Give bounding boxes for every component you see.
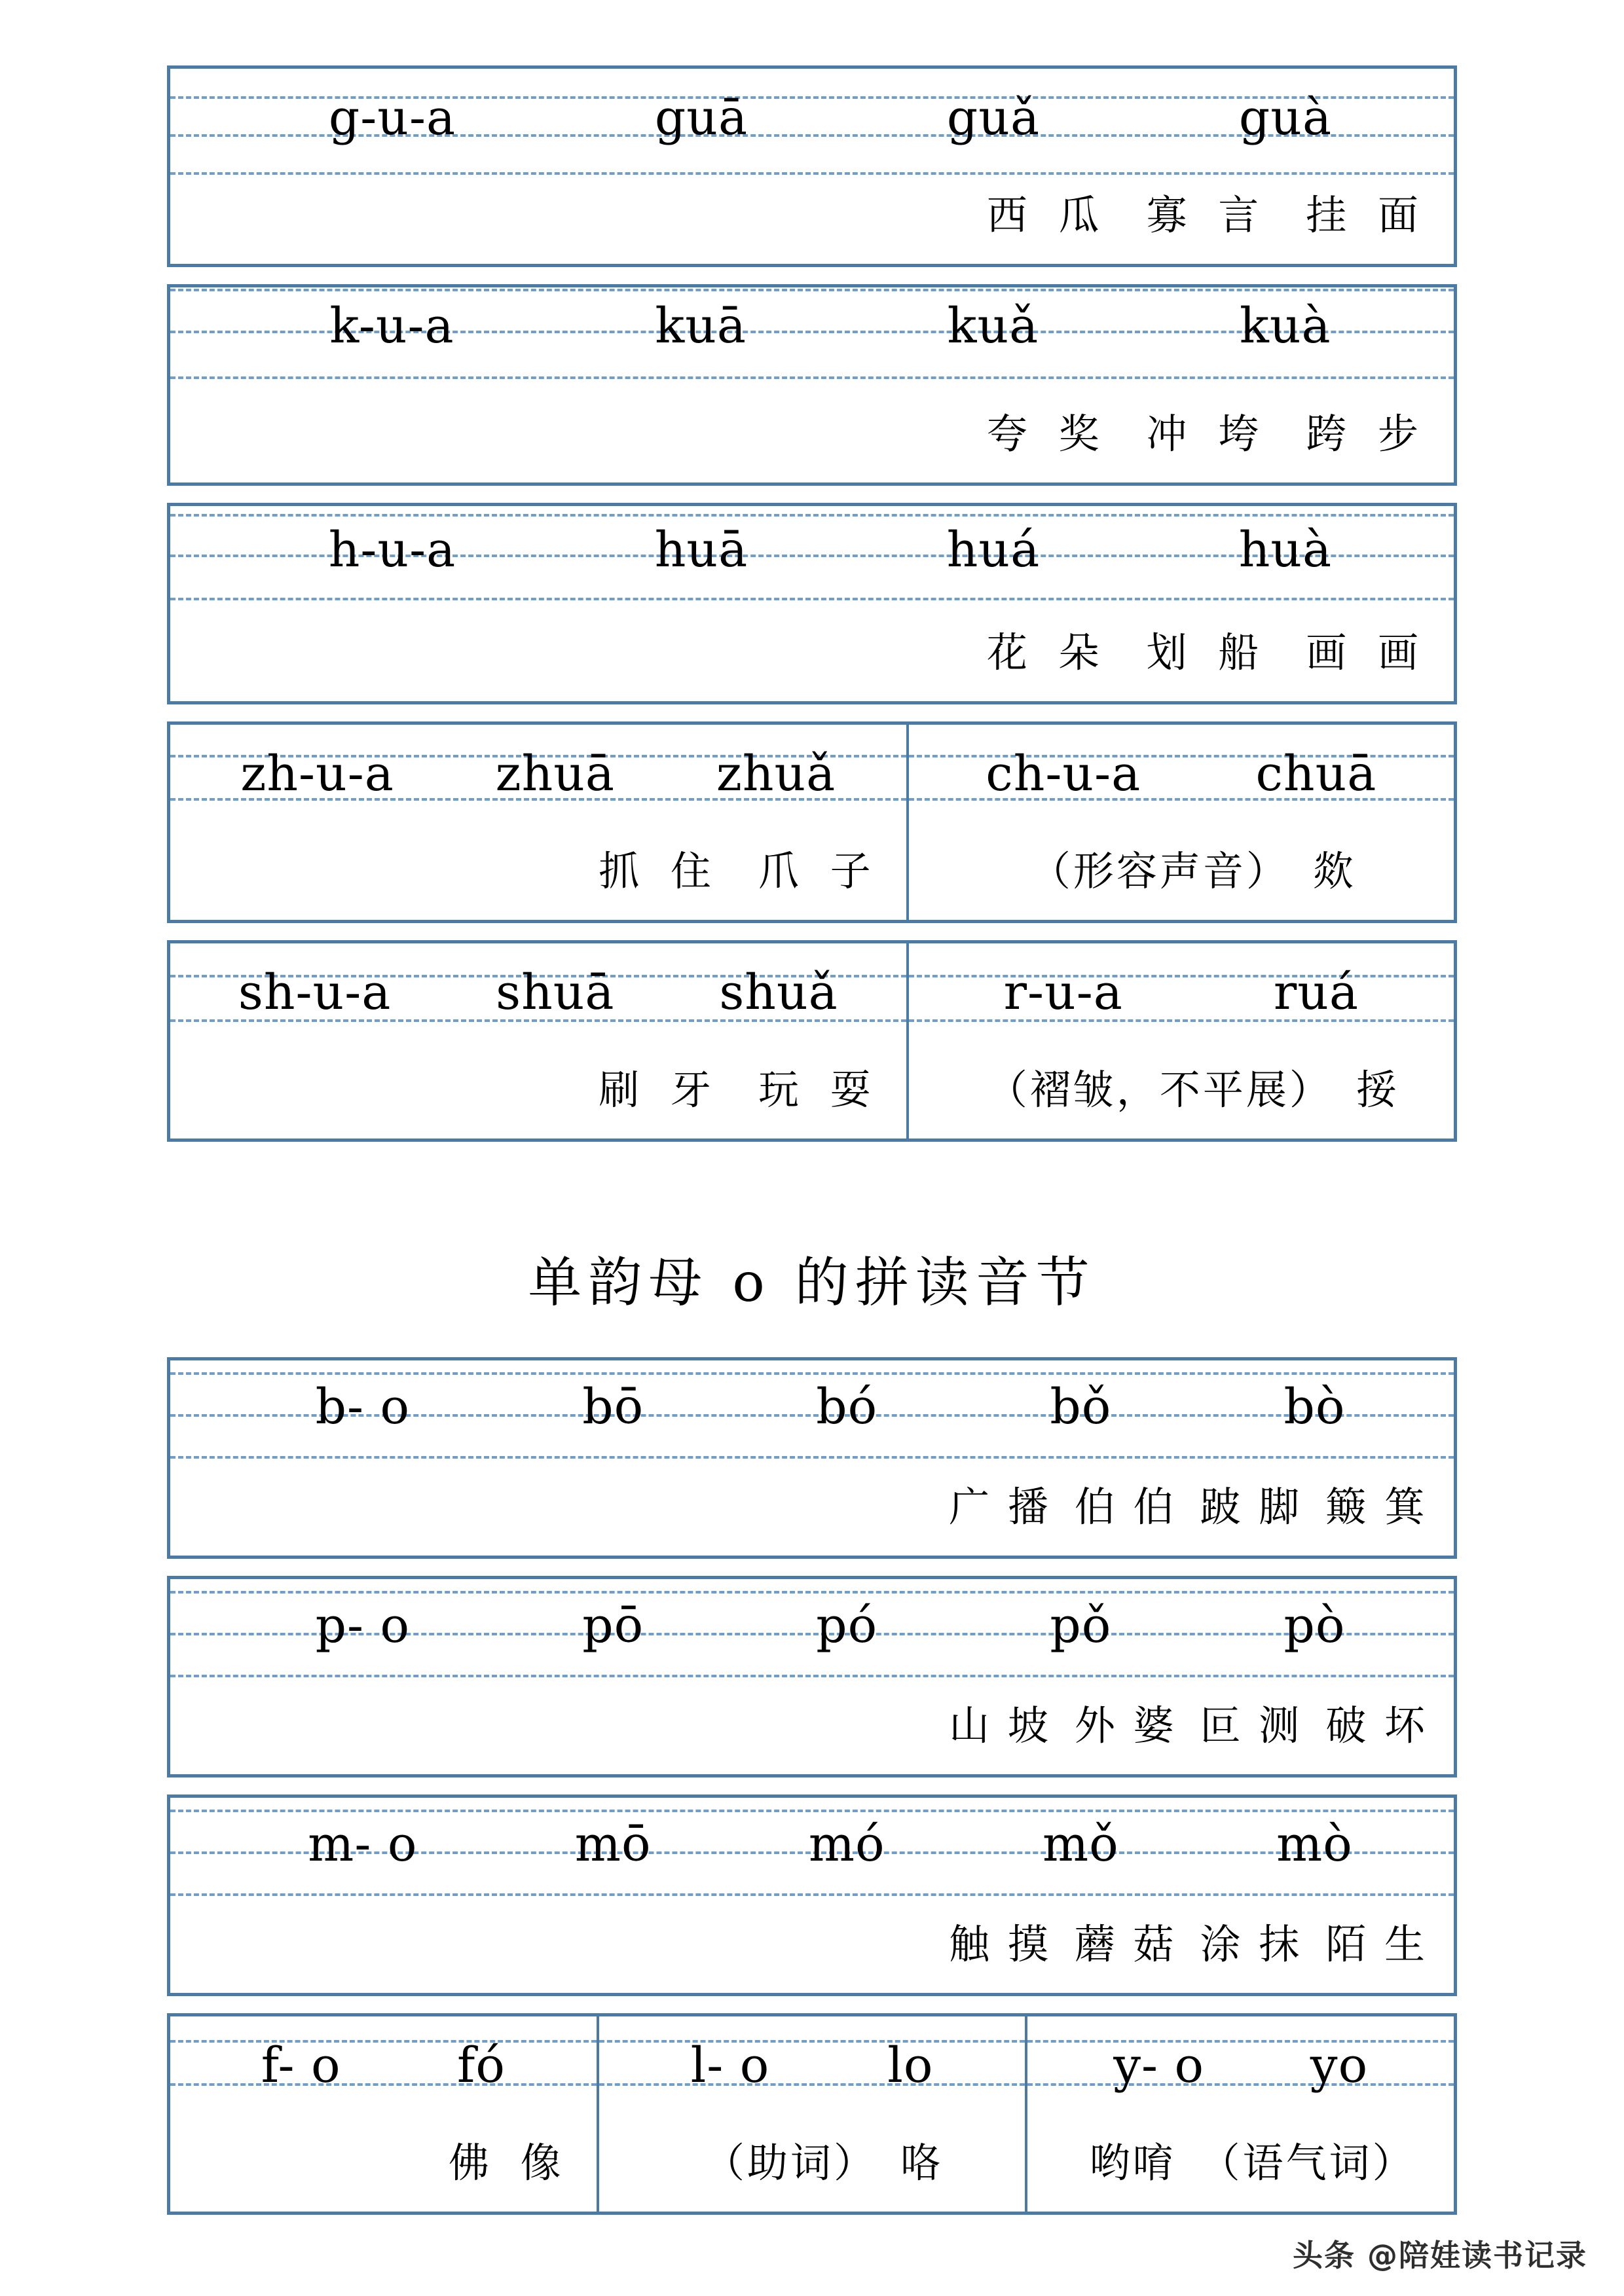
word: 划 船	[1146, 629, 1268, 676]
word: 哟唷	[1089, 2139, 1176, 2187]
word-grid-row	[909, 1042, 1454, 1139]
syllable: shuā	[496, 964, 615, 1021]
syllable: fó	[457, 2037, 506, 2094]
pinyin-grid-row	[170, 287, 1454, 386]
syllable: mó	[808, 1816, 885, 1872]
word: 刷 牙	[599, 1066, 720, 1114]
pinyin-grid-row	[1027, 2016, 1454, 2115]
word: 山 坡	[949, 1702, 1051, 1749]
syllable-line	[170, 277, 1454, 375]
word-grid-row	[170, 1042, 906, 1139]
syllable: ch-u-a	[986, 746, 1141, 802]
syllable-line	[909, 725, 1454, 823]
word: 跨 步	[1306, 410, 1428, 458]
syllable-line	[170, 943, 906, 1042]
word: 欻	[1312, 847, 1356, 895]
table-column	[906, 943, 1454, 1139]
syllable: l- o	[690, 2037, 770, 2094]
word: 抓 住	[599, 847, 720, 895]
syllable: yo	[1310, 2037, 1369, 2094]
syllable: pō	[582, 1597, 644, 1654]
syllable: k-u-a	[329, 298, 454, 354]
word-line	[170, 1677, 1454, 1774]
word-line	[170, 1896, 1454, 1993]
word-annotation: （褶皱，不平展）	[986, 1066, 1333, 1114]
syllable: zhuǎ	[716, 746, 836, 802]
exercise-table-b-o	[167, 1357, 1457, 1559]
word: 夸 奖	[986, 410, 1109, 458]
syllable: kuǎ	[947, 298, 1039, 354]
syllable: g-u-a	[328, 90, 456, 146]
syllable: mō	[574, 1816, 652, 1872]
exercise-table-m-o	[167, 1795, 1457, 1996]
table-column	[170, 287, 1454, 483]
syllable: y- o	[1113, 2037, 1205, 2094]
syllable: chuā	[1255, 746, 1377, 802]
word-grid-row	[1027, 2115, 1454, 2212]
syllable: sh-u-a	[238, 964, 392, 1021]
word: 挼	[1356, 1066, 1399, 1114]
word-grid-row	[170, 1677, 1454, 1774]
syllable-line	[170, 1358, 1454, 1456]
word-line	[170, 167, 1454, 264]
section-ua	[0, 65, 1624, 1142]
pinyin-grid-row	[170, 943, 906, 1042]
syllable-line	[170, 725, 906, 823]
word: 伯 伯	[1074, 1483, 1177, 1531]
exercise-table-sh-r-ua	[167, 940, 1457, 1142]
word-annotation: （语气词）	[1199, 2139, 1416, 2187]
table-column	[170, 1798, 1454, 1993]
syllable: shuǎ	[719, 964, 838, 1021]
word-grid-row	[599, 2115, 1025, 2212]
syllable: f- o	[261, 2037, 341, 2094]
table-column	[1025, 2016, 1454, 2212]
exercise-table-p-o	[167, 1576, 1457, 1777]
exercise-table-f-l-y-o	[167, 2013, 1457, 2215]
table-column	[170, 2016, 597, 2212]
syllable: mò	[1276, 1816, 1353, 1872]
pinyin-grid-row	[599, 2016, 1025, 2115]
exercise-table-k-ua	[167, 284, 1457, 486]
syllable: bǒ	[1050, 1379, 1112, 1435]
syllable: bō	[582, 1379, 644, 1435]
table-column	[170, 943, 906, 1139]
word: 佛 像	[448, 2139, 570, 2187]
word-line	[170, 1042, 906, 1139]
word: 破 坏	[1325, 1702, 1428, 1749]
table-column	[170, 1360, 1454, 1556]
word-grid-row	[170, 167, 1454, 264]
syllable: huà	[1238, 522, 1333, 578]
syllable: m- o	[308, 1816, 418, 1872]
syllable-line	[170, 1576, 1454, 1675]
word: 外 婆	[1074, 1702, 1177, 1749]
exercise-table-h-ua	[167, 503, 1457, 704]
syllable: guà	[1238, 90, 1333, 146]
syllable: kuā	[655, 298, 747, 354]
word: 寡 言	[1146, 191, 1268, 239]
word: 蘑 菇	[1074, 1920, 1177, 1968]
pinyin-grid-row	[170, 2016, 597, 2115]
table-column	[170, 506, 1454, 701]
top-spacer	[0, 0, 1624, 65]
syllable: lo	[887, 2037, 934, 2094]
pinyin-grid-row	[170, 69, 1454, 167]
syllable-line	[170, 501, 1454, 599]
word: 挂 面	[1306, 191, 1428, 239]
word: 冲 垮	[1146, 410, 1268, 458]
syllable: ruá	[1273, 964, 1359, 1021]
syllable: guā	[654, 90, 748, 146]
syllable: huā	[654, 522, 748, 578]
syllable-line	[170, 1795, 1454, 1893]
syllable: b- o	[315, 1379, 411, 1435]
word-line	[170, 2115, 597, 2212]
pinyin-grid-row	[170, 725, 906, 823]
word-line	[170, 604, 1454, 701]
syllable: r-u-a	[1003, 964, 1123, 1021]
table-column	[597, 2016, 1025, 2212]
guide-line	[170, 376, 1454, 379]
syllable: pò	[1283, 1597, 1346, 1654]
word-line	[1027, 2115, 1454, 2212]
word-grid-row	[170, 604, 1454, 701]
word-grid-row	[170, 1459, 1454, 1556]
syllable: p- o	[315, 1597, 411, 1654]
word: 西 瓜	[986, 191, 1109, 239]
syllable: mǒ	[1042, 1816, 1119, 1872]
watermark: 头条 @陪娃读书记录	[1292, 2238, 1587, 2273]
word: 玩 耍	[758, 1066, 880, 1114]
syllable: pǒ	[1050, 1597, 1112, 1654]
exercise-table-g-ua	[167, 65, 1457, 267]
word: 簸 箕	[1325, 1483, 1428, 1531]
word-line	[909, 1042, 1454, 1139]
section-o	[0, 1357, 1624, 2215]
word: 陌 生	[1325, 1920, 1428, 1968]
table-column	[170, 1579, 1454, 1774]
word-line	[599, 2115, 1025, 2212]
word-line	[170, 386, 1454, 483]
word-line	[170, 1459, 1454, 1556]
syllable: h-u-a	[328, 522, 456, 578]
pinyin-grid-row	[170, 1360, 1454, 1459]
syllable: bò	[1283, 1379, 1346, 1435]
syllable-line	[599, 2016, 1025, 2115]
pinyin-grid-row	[170, 1579, 1454, 1677]
syllable: zhuā	[495, 746, 616, 802]
word: 花 朵	[986, 629, 1109, 676]
syllable-line	[170, 69, 1454, 167]
syllable: kuà	[1239, 298, 1331, 354]
word-line	[170, 823, 906, 920]
syllable-line	[1027, 2016, 1454, 2115]
word-grid-row	[170, 386, 1454, 483]
word: 爪 子	[758, 847, 880, 895]
word-line	[909, 823, 1454, 920]
pinyin-grid-row	[170, 1798, 1454, 1896]
word-grid-row	[170, 823, 906, 920]
word: 咯	[900, 2139, 944, 2187]
word: 叵 测	[1200, 1702, 1302, 1749]
word: 跛 脚	[1200, 1483, 1302, 1531]
section-title-o: 单韵母 o 的拼读音节	[528, 1252, 1096, 1314]
pinyin-grid-row	[170, 506, 1454, 604]
word: 广 播	[949, 1483, 1051, 1531]
table-column	[170, 69, 1454, 264]
table-column	[906, 725, 1454, 920]
pinyin-grid-row	[909, 943, 1454, 1042]
word-grid-row	[170, 2115, 597, 2212]
syllable-line	[909, 943, 1454, 1042]
word-annotation: （助词）	[703, 2139, 877, 2187]
exercise-table-zh-ch-ua	[167, 721, 1457, 923]
pinyin-grid-row	[909, 725, 1454, 823]
syllable: guǎ	[946, 90, 1041, 146]
word-grid-row	[909, 823, 1454, 920]
syllable-line	[170, 2016, 597, 2115]
word-grid-row	[170, 1896, 1454, 1993]
word: 画 画	[1306, 629, 1428, 676]
syllable: huá	[946, 522, 1041, 578]
word-annotation: （形容声音）	[1029, 847, 1289, 895]
syllable: pó	[816, 1597, 878, 1654]
syllable: zh-u-a	[240, 746, 394, 802]
word: 触 摸	[949, 1920, 1051, 1968]
table-column	[170, 725, 906, 920]
syllable: bó	[816, 1379, 878, 1435]
word: 涂 抹	[1200, 1920, 1302, 1968]
